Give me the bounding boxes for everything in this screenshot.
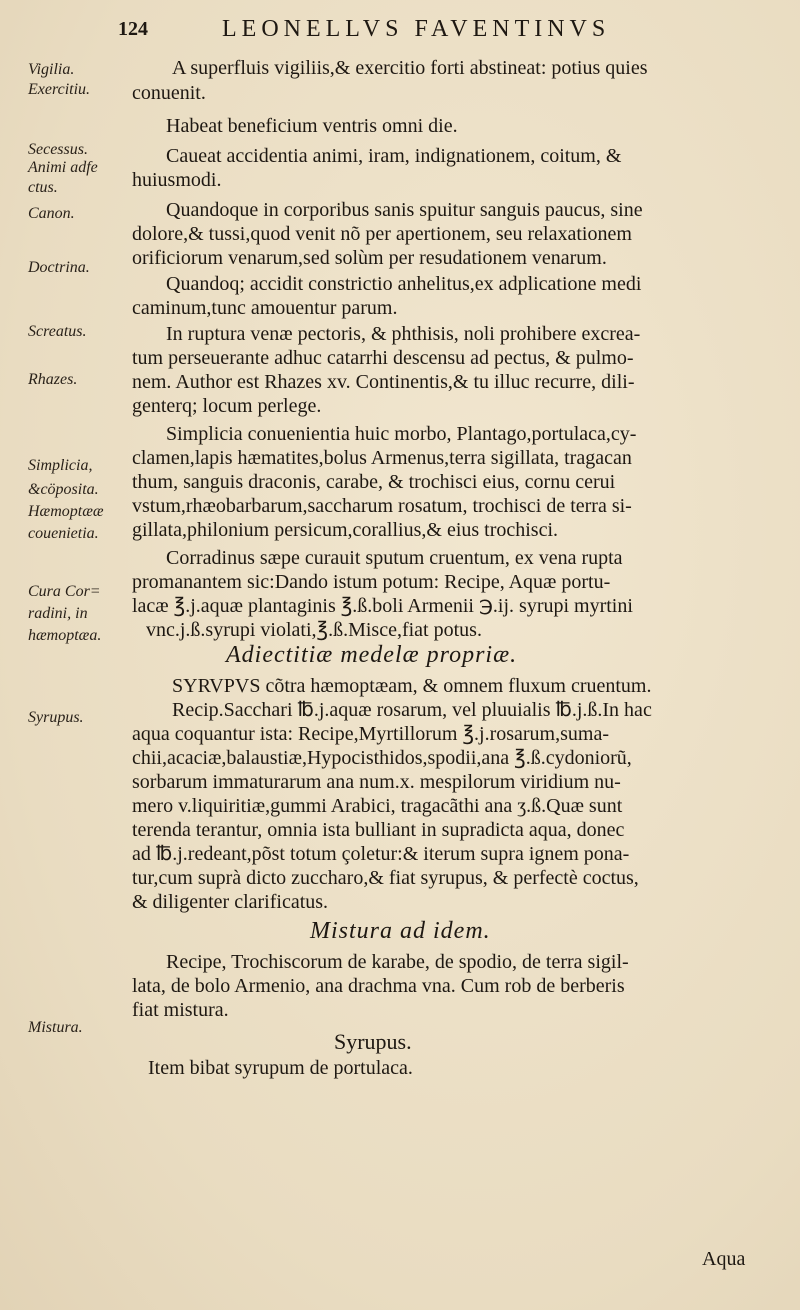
margin-note: Hæmoptææ xyxy=(28,503,104,520)
text-line: fiat mistura. xyxy=(132,999,229,1021)
margin-note: Syrupus. xyxy=(28,709,84,726)
text-line: Quandoque in corporibus sanis spuitur sanguis paucus, sine xyxy=(166,199,643,221)
text-line: dolore,& tussi,quod venit nõ per apertionem, seu relaxationem xyxy=(132,223,632,245)
text-line: gillata,philonium persicum,corallius,& eius trochisci. xyxy=(132,519,559,541)
text-line: mero v.liquiritiæ,gummi Arabici, tragacãthi ana ʒ.ß.Quæ sunt xyxy=(132,795,623,817)
text-line: chii,acaciæ,balaustiæ,Hypocisthidos,spodii,ana ℥.ß.cydoniorũ, xyxy=(132,747,632,769)
text-line: tur,cum suprà dicto zuccharo,& fiat syrupus, & perfectè coctus, xyxy=(132,867,639,889)
margin-note: &cöposita. xyxy=(28,481,99,498)
margin-note: hæmoptæa. xyxy=(28,627,102,644)
margin-note: Rhazes. xyxy=(28,371,78,388)
text-line: Item bibat syrupum de portulaca. xyxy=(148,1057,413,1079)
page-header xyxy=(118,16,758,46)
margin-note: Mistura. xyxy=(28,1019,83,1036)
margin-note: couenietia. xyxy=(28,525,99,542)
margin-note: Animi adfe xyxy=(28,159,98,176)
text-line: aqua coquantur ista: Recipe,Myrtillorum ℥.j.rosarum,suma- xyxy=(132,723,609,745)
text-line: sorbarum immaturarum ana num.x. mespilorum viridium nu- xyxy=(132,771,621,793)
margin-note: Vigilia. xyxy=(28,61,75,78)
margin-note: Doctrina. xyxy=(28,259,90,276)
text-line: & diligenter clarificatus. xyxy=(132,891,329,913)
text-line: genterq; locum perlege. xyxy=(132,395,322,417)
text-line: Corradinus sæpe curauit sputum cruentum, ex vena rupta xyxy=(166,547,623,569)
text-line: A superfluis vigiliis,& exercitio forti abstineat: potius quies xyxy=(172,57,648,79)
text-line: Quandoq; accidit constrictio anhelitus,ex adplicatione medi xyxy=(166,273,642,295)
running-head: LEONELLVS FAVENTINVS xyxy=(222,16,611,42)
text-line: thum, sanguis draconis, carabe, & trochisci eius, cornu cerui xyxy=(132,471,616,493)
margin-note: Secessus. xyxy=(28,141,88,158)
margin-note: ctus. xyxy=(28,179,58,196)
margin-note: Simplicia, xyxy=(28,457,93,474)
text-line: vnc.j.ß.syrupi violati,℥.ß.Misce,fiat potus. xyxy=(146,619,482,641)
margin-note: radini, in xyxy=(28,605,88,622)
text-line: Caueat accidentia animi, iram, indignationem, coitum, & xyxy=(166,145,622,167)
text-line: ad ℔.j.redeant,põst totum çoletur:& iterum supra ignem pona- xyxy=(132,843,630,865)
text-line: tum perseuerante adhuc catarrhi descensu ad pectus, & pulmo- xyxy=(132,347,634,369)
catchword: Aqua xyxy=(702,1248,746,1270)
page-number: 124 xyxy=(118,18,148,40)
text-line: clamen,lapis hæmatites,bolus Armenus,terra sigillata, tragacan xyxy=(132,447,632,469)
section-heading: Adiectitiæ medelæ propriæ. xyxy=(226,642,518,668)
text-line: Recip.Sacchari ℔.j.aquæ rosarum, vel pluuialis ℔.j.ß.In hac xyxy=(172,699,652,721)
margin-note: Canon. xyxy=(28,205,75,222)
margin-note: Exercitiu. xyxy=(28,81,91,98)
text-line: conuenit. xyxy=(132,82,206,104)
text-line: caminum,tunc amouentur parum. xyxy=(132,297,398,319)
text-line: nem. Author est Rhazes xv. Continentis,& tu illuc recurre, dili- xyxy=(132,371,635,393)
margin-note: Cura Cor= xyxy=(28,583,101,600)
text-line: Recipe, Trochiscorum de karabe, de spodio, de terra sigil- xyxy=(166,951,629,973)
text-line: vstum,rhæobarbarum,saccharum rosatum, trochisci de terra si- xyxy=(132,495,632,517)
text-line: Habeat beneficium ventris omni die. xyxy=(166,115,458,137)
text-line: lata, de bolo Armenio, ana drachma vna. Cum rob de berberis xyxy=(132,975,625,997)
text-line: terenda terantur, omnia ista bulliant in supradicta aqua, donec xyxy=(132,819,625,841)
text-line: orificiorum venarum,sed solùm per resudationem venarum. xyxy=(132,247,607,269)
text-line: promanantem sic:Dando istum potum: Recipe, Aquæ portu- xyxy=(132,571,611,593)
text-line: lacæ ℥.j.aquæ plantaginis ℥.ß.boli Armenii ℈.ij. syrupi myrtini xyxy=(132,595,633,617)
section-heading: Mistura ad idem. xyxy=(310,918,491,944)
text-line: huiusmodi. xyxy=(132,169,222,191)
text-line: SYRVPVS cõtra hæmoptæam, & omnem fluxum cruentum. xyxy=(172,675,652,697)
section-heading: Syrupus. xyxy=(334,1029,412,1054)
margin-note: Screatus. xyxy=(28,323,87,340)
text-line: Simplicia conuenientia huic morbo, Plantago,portulaca,cy- xyxy=(166,423,637,445)
text-line: In ruptura venæ pectoris, & phthisis, noli prohibere excrea- xyxy=(166,323,641,345)
